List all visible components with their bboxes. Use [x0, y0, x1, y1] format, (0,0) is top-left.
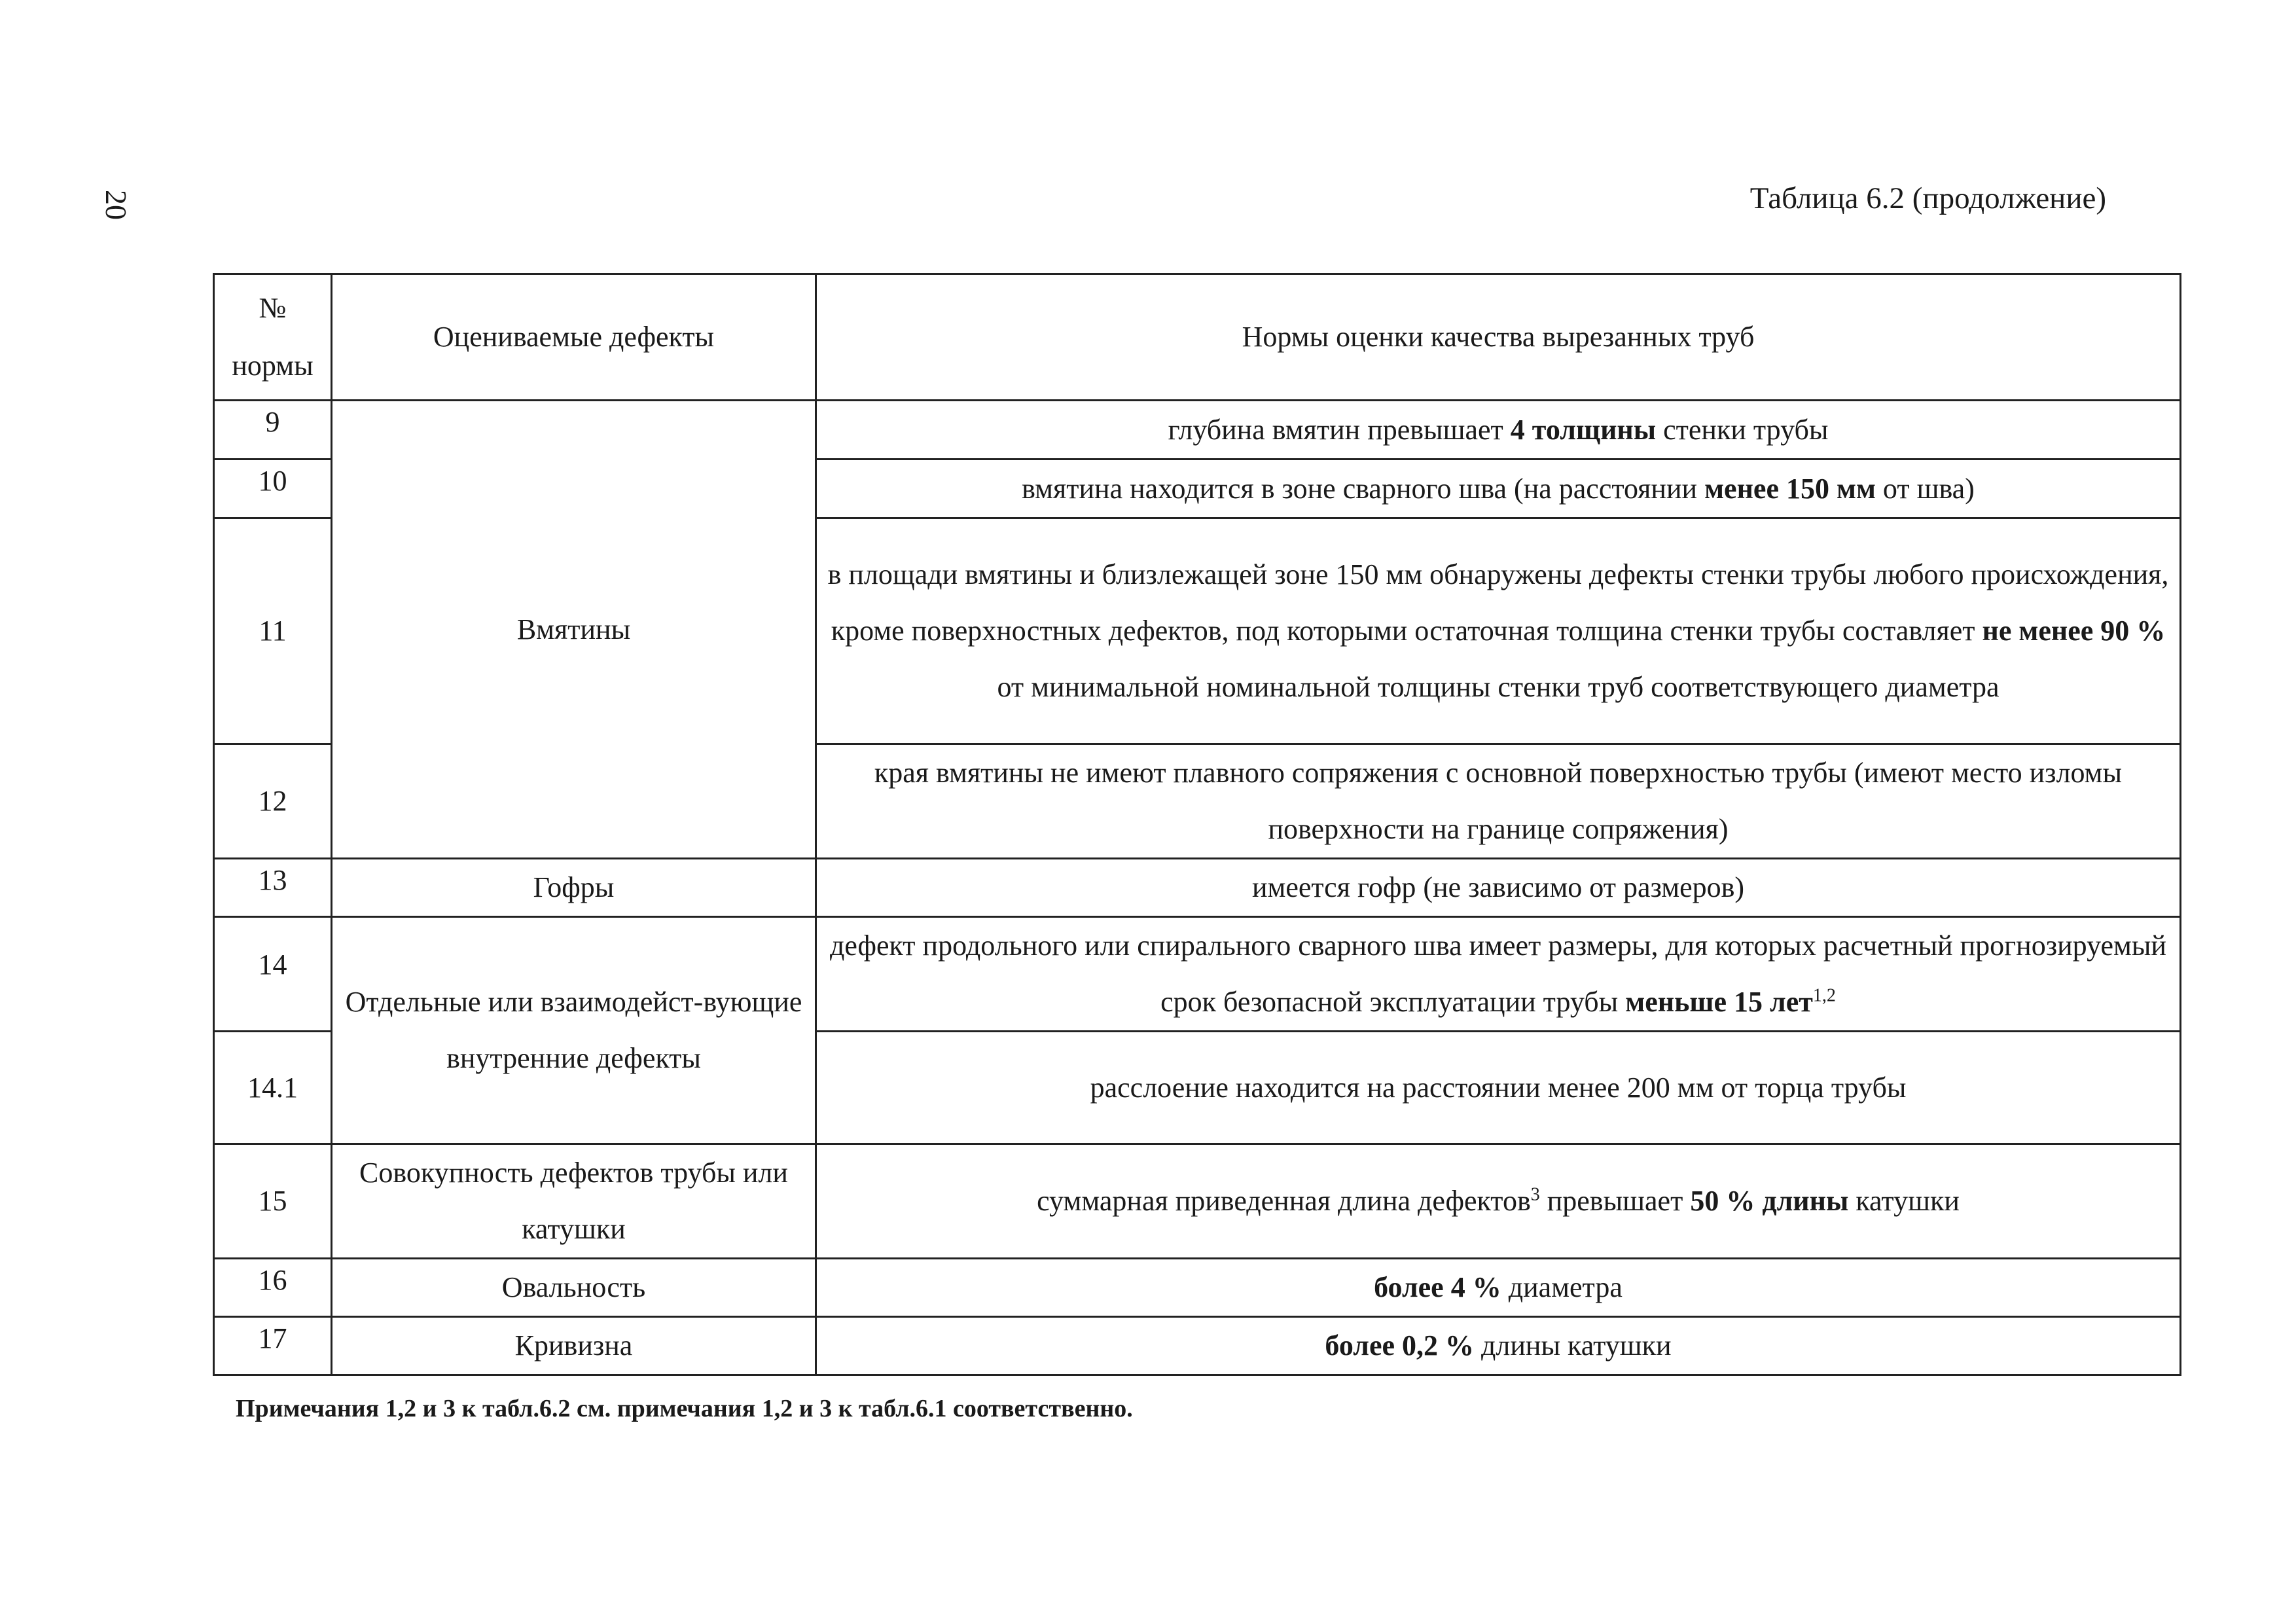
table-row — [214, 1144, 2181, 1259]
defect-cumulative: Совокупность дефектов трубы или катушки — [332, 1144, 816, 1259]
norm-number: 13 — [214, 859, 332, 917]
norm-text: более 4 % диаметра — [816, 1259, 2181, 1317]
norm-text: глубина вмятин превышает 4 толщины стенки трубы — [816, 401, 2181, 460]
header-defects: Оцениваемые дефекты — [332, 274, 816, 401]
norm-number: 14 — [214, 917, 332, 1032]
table-row — [214, 917, 2181, 1032]
table-caption: Таблица 6.2 (продолжение) — [1749, 181, 2106, 215]
norm-number: 17 — [214, 1317, 332, 1375]
defect-internal: Отдельные или взаимодейст-вующие внутренние дефекты — [332, 917, 816, 1144]
table-row — [214, 1317, 2181, 1375]
defect-corrugations: Гофры — [332, 859, 816, 917]
norm-number: 12 — [214, 744, 332, 859]
page-number: 20 — [99, 190, 133, 220]
table-row — [214, 859, 2181, 917]
norm-text: дефект продольного или спирального сварного шва имеет размеры, для которых расчетный прогнозируемый срок безопасной эксплуатации трубы меньше 15 лет$^{1,2}$ — [816, 917, 2181, 1032]
norm-number: 10 — [214, 460, 332, 518]
norm-text: вмятина находится в зоне сварного шва (на расстоянии менее 150 мм от шва) — [816, 460, 2181, 518]
table-row — [214, 401, 2181, 460]
table-row — [214, 1259, 2181, 1317]
norm-text: расслоение находится на расстоянии менее 200 мм от торца трубы — [816, 1032, 2181, 1144]
defect-curvature: Кривизна — [332, 1317, 816, 1375]
norm-number: 16 — [214, 1259, 332, 1317]
table-note: Примечания 1,2 и 3 к табл.6.2 см. примечания 1,2 и 3 к табл.6.1 соответственно. — [236, 1395, 1133, 1422]
norm-number: 9 — [214, 401, 332, 460]
norm-text: края вмятины не имеют плавного сопряжения с основной поверхностью трубы (имеют место изломы поверхности на границе сопряжения) — [816, 744, 2181, 859]
header-norms: Нормы оценки качества вырезанных труб — [816, 274, 2181, 401]
norms-table — [213, 273, 2181, 1376]
norm-text: суммарная приведенная длина дефектов$^3$ превышает 50 % длины катушки — [816, 1144, 2181, 1259]
norm-number: 14.1 — [214, 1032, 332, 1144]
defect-ovality: Овальность — [332, 1259, 816, 1317]
norm-text: в площади вмятины и близлежащей зоне 150 мм обнаружены дефекты стенки трубы любого происхождения, кроме поверхностных дефектов, под которыми остаточная толщина стенки трубы составляет не менее 90 % от минимальной номинальной толщины стенки труб соответствующего диаметра — [816, 518, 2181, 744]
header-num: № нормы — [214, 274, 332, 401]
norm-number: 15 — [214, 1144, 332, 1259]
norm-text: более 0,2 % длины катушки — [816, 1317, 2181, 1375]
defect-dents: Вмятины — [332, 401, 816, 859]
norm-number: 11 — [214, 518, 332, 744]
table-header-row — [214, 274, 2181, 401]
norm-text: имеется гофр (не зависимо от размеров) — [816, 859, 2181, 917]
